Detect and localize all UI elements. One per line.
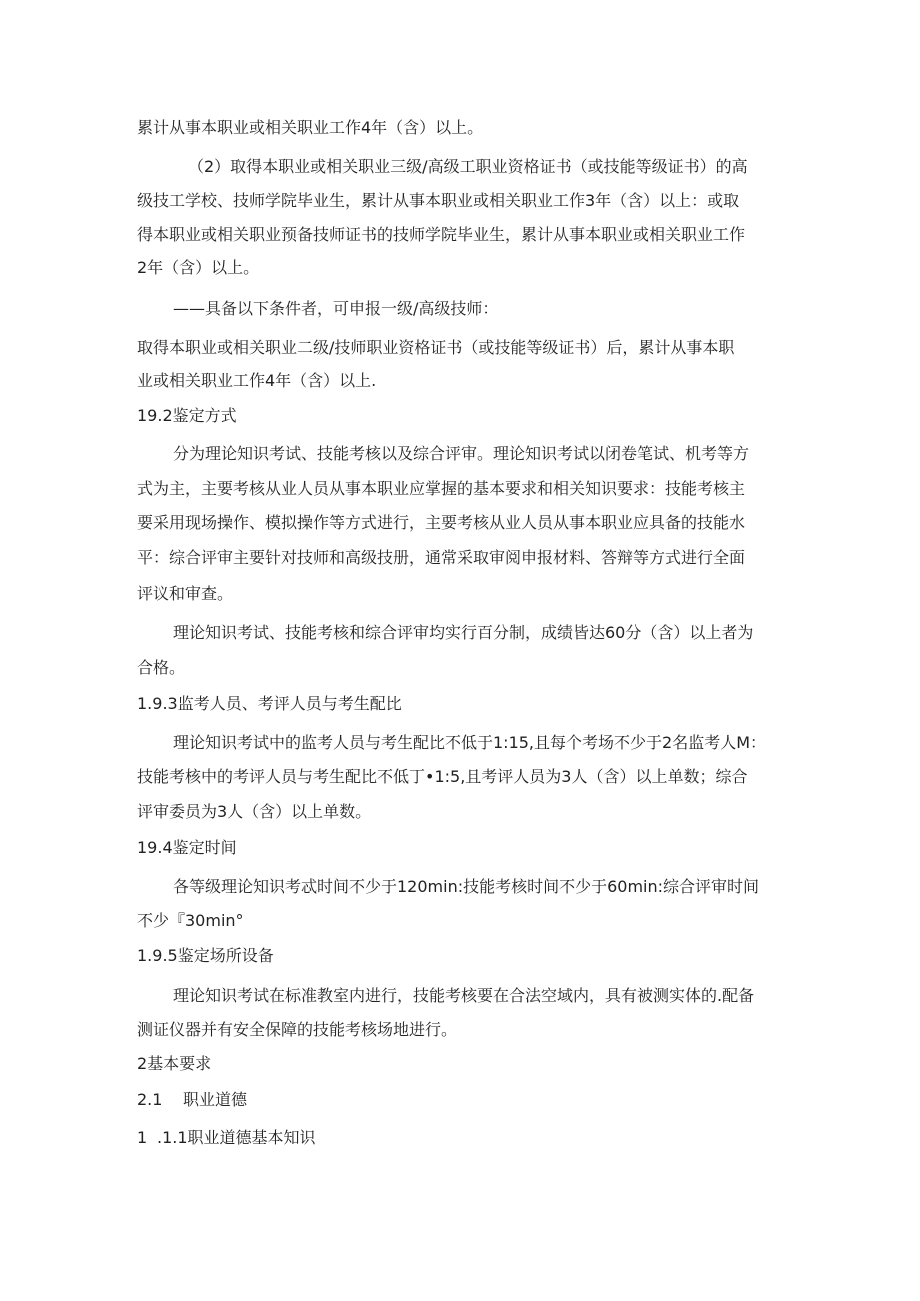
section-heading-2-1 bbox=[137, 1089, 247, 1111]
text-line-15: 理论知识考试、技能考核和综合评审均实行百分制，成绩皆达60分（含）以上者为 bbox=[173, 623, 754, 642]
text-line-11: 式为主，主要考核从业人员从事本职业应掌握的基本要求和相关知识要求：技能考核主 bbox=[137, 479, 746, 498]
text-line-12: 要采用现场操作、模拟操作等方式进行，主要考核从业人员从事本职业应具备的技能水 bbox=[137, 513, 746, 532]
text-line-10: 分为理论知识考试、技能考核以及综合评审。理论知识考试以闭卷笔试、机考等方 bbox=[173, 444, 750, 463]
section-heading-2-1-1 bbox=[137, 1127, 316, 1149]
section-title-2-1: 职业道德 bbox=[183, 1090, 248, 1109]
text-line-14: 评议和审查。 bbox=[137, 584, 234, 603]
text-line-2: （2）取得本职业或相关职业三级/高级工职业资格证书（或技能等级证书）的高 bbox=[188, 157, 748, 176]
section-title-2-1-1: .1.1职业道德基本知识 bbox=[157, 1128, 316, 1147]
section-heading-2: 2基本要求 bbox=[137, 1054, 212, 1073]
text-line-25: 理论知识考试在标准教室内进行，技能考核要在合法空域内，具有被测实体的.配备 bbox=[173, 986, 755, 1005]
text-line-4: 得本职业或相关职业预备技师证书的技师学院毕业生，累计从事本职业或相关职业工作 bbox=[137, 225, 746, 244]
section-heading-1-9-5: 1.9.5鉴定场所设备 bbox=[137, 946, 274, 965]
text-line-8: 业或相关职业工作4年（含）以上. bbox=[137, 371, 377, 390]
text-line-23: 不少『30min° bbox=[137, 911, 244, 930]
text-line-5: 2年（含）以上。 bbox=[137, 258, 260, 277]
text-line-3: 级技工学校、技师学院毕业生，累计从事本职业或相关职业工作3年（含）以上：或取 bbox=[137, 191, 740, 210]
text-line-19: 技能考核中的考评人员与考生配比不低丁•1:5,且考评人员为3人（含）以上单数；综合 bbox=[137, 767, 748, 786]
text-line-7: 取得本职业或相关职业二级/技师职业资格证书（或技能等级证书）后，累计从事本职 bbox=[137, 338, 735, 357]
text-line-16: 合格。 bbox=[137, 658, 186, 677]
section-number-2-1: 2.1 bbox=[137, 1090, 163, 1109]
text-line-6: ——具备以下条件者，可申报一级/高级技师： bbox=[173, 299, 499, 318]
section-heading-19-2: 19.2鉴定方式 bbox=[137, 406, 237, 425]
text-line-26: 测证仪器并有安全保障的技能考核场地进行。 bbox=[137, 1020, 458, 1039]
section-heading-1-9-3: 1.9.3监考人员、考评人员与考生配比 bbox=[137, 694, 402, 713]
text-line-18: 理论知识考试中的监考人员与考生配比不低于1:15,且每个考场不少于2名监考人M： bbox=[173, 733, 767, 752]
text-line-20: 评审委员为3人（含）以上单数。 bbox=[137, 802, 372, 821]
section-number-2-1-1: 1 bbox=[137, 1128, 148, 1147]
text-line-22: 各等级理论知识考忒时间不少于120min:技能考核时间不少于60min:综合评审时间 bbox=[173, 877, 760, 896]
section-heading-19-4: 19.4鉴定时间 bbox=[137, 838, 237, 857]
text-line-13: 平：综合评审主要针对技师和高级技册，通常采取审阅申报材料、答辩等方式进行全面 bbox=[137, 548, 746, 567]
text-line-1: 累计从事本职业或相关职业工作4年（含）以上。 bbox=[137, 118, 484, 137]
